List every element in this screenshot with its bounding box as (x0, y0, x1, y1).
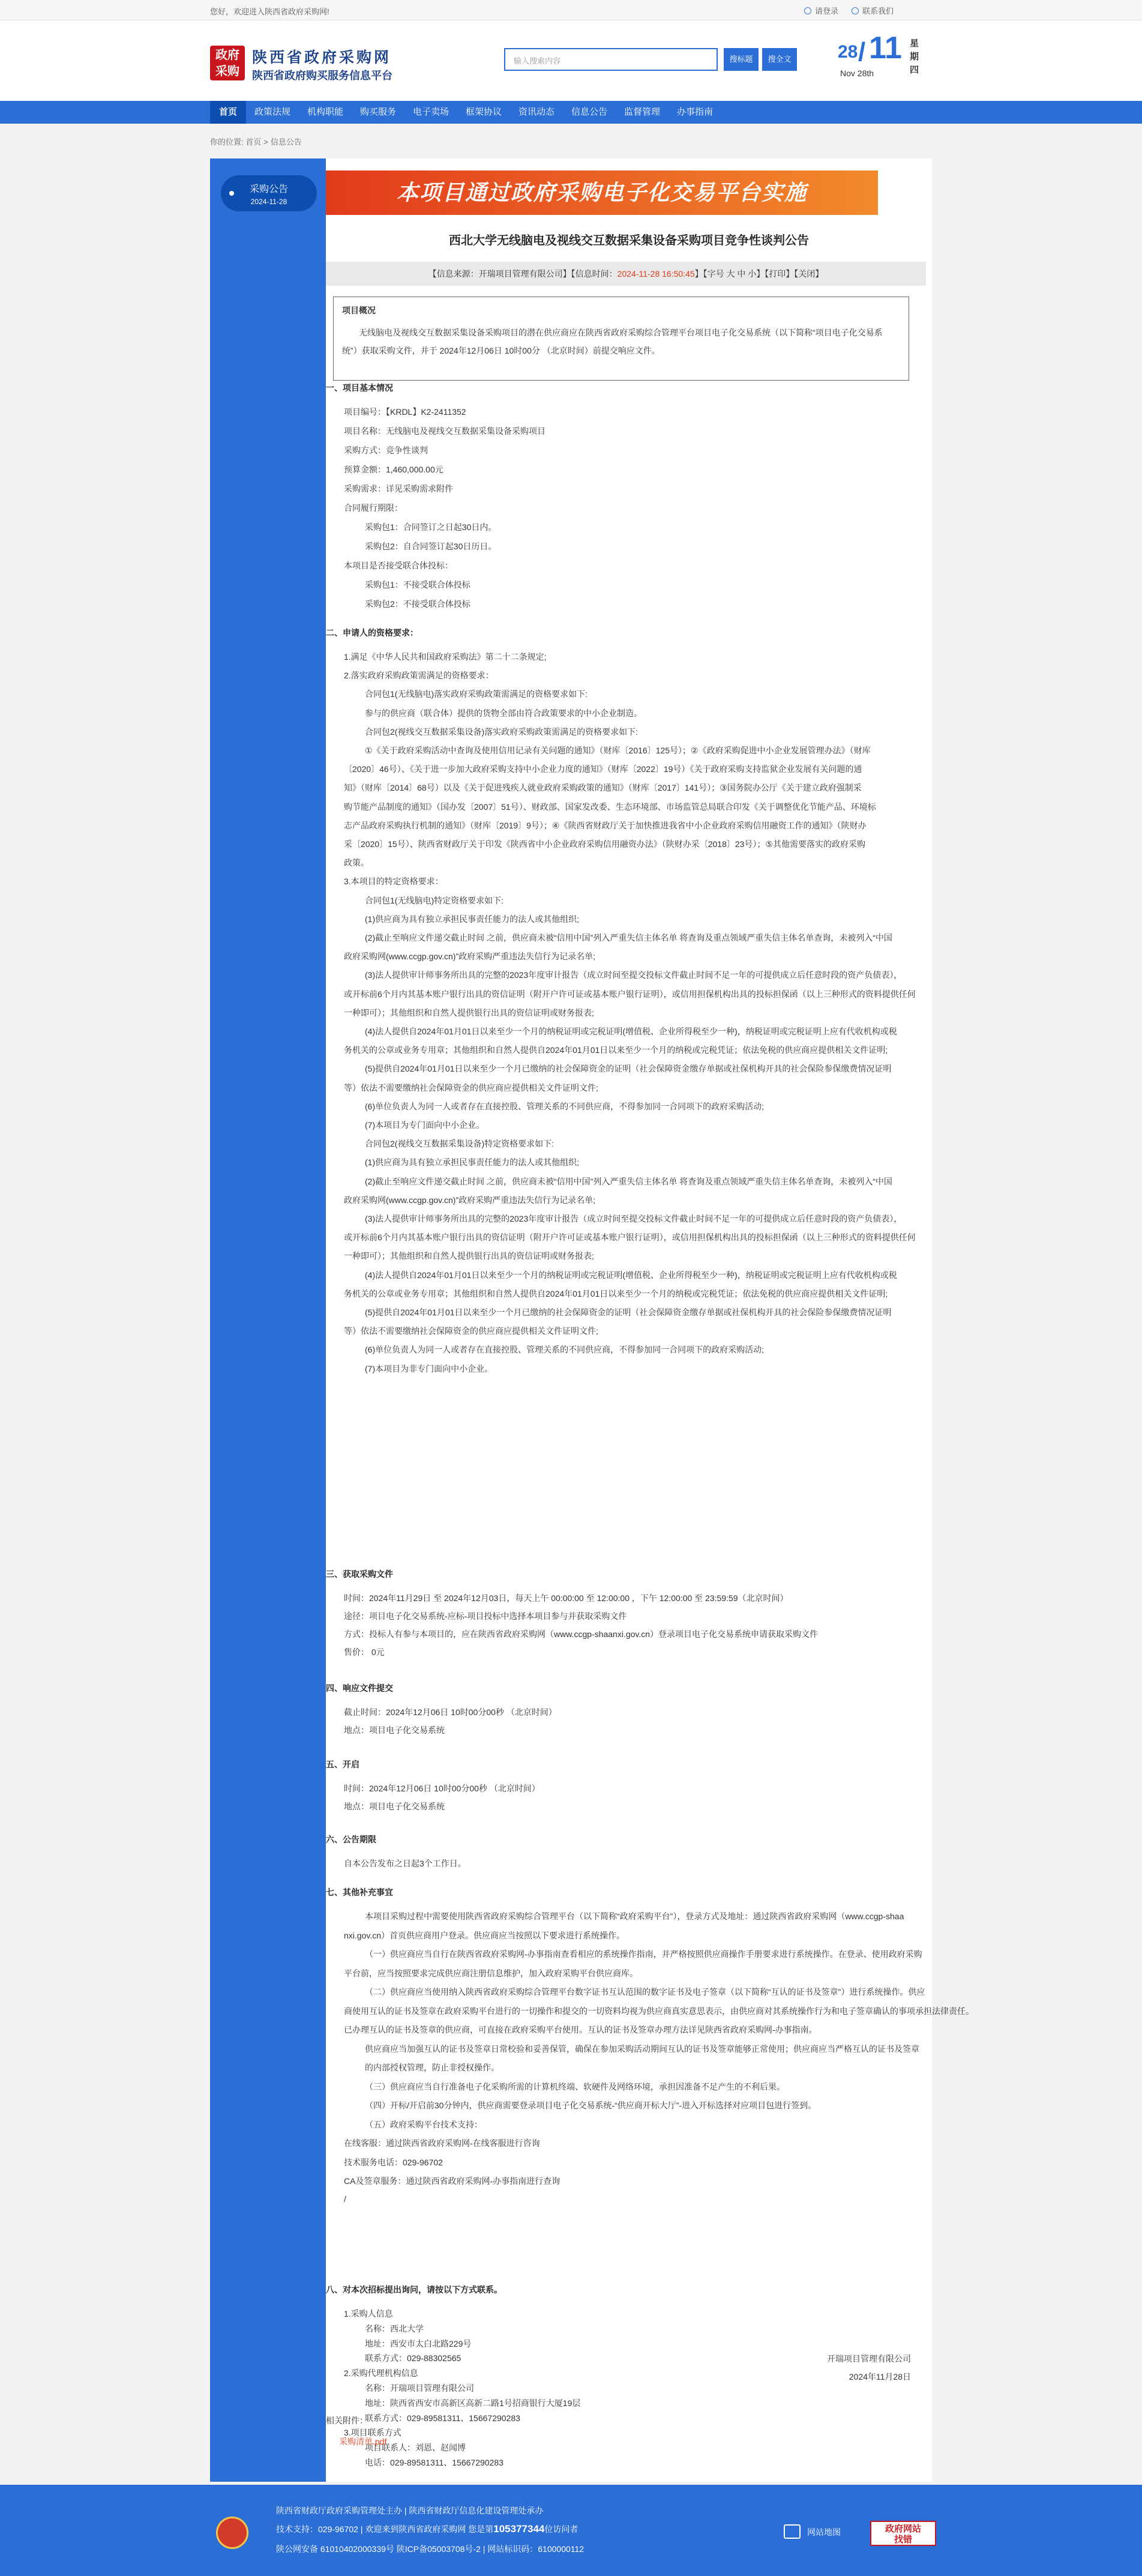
section-line: (4)法人提供自2024年01月01日以来至少一个月的纳税证明或完税证明(增值税、企业所得税至少一种)，纳税证明或完税证明上应有代收机构或税 (365, 1270, 897, 1280)
badge-line2: 找错 (894, 2535, 912, 2545)
section-line: 电话：029-89581311、15667290283 (365, 2458, 503, 2467)
section-line: 志产品政府采购执行机制的通知》（财库〔2019〕9号）；④《陕西省财政厅关于加快推进我省中小企业政府采购信用融资工作的通知》（陕财办 (344, 820, 867, 830)
section-line: 本项目采购过程中需要使用陕西省政府采购综合管理平台（以下简称“政府采购平台”），登录方式及地址：通过陕西省政府采购网（www.ccgp-shaa (365, 1911, 904, 1921)
section-line: 务机关的公章或业务专用章；其他组织和自然人提供自2024年01月01日以来至少一个月的纳税或完税凭证；依法免税的供应商应提供相关文件证明; (344, 1045, 888, 1055)
section-heading: 五、开启 (326, 1760, 359, 1769)
electronic-trading-banner: 本项目通过政府采购电子化交易平台实施 (326, 170, 878, 215)
section-s5 (326, 1758, 926, 1811)
site-title: 陕西省政府采购网 (252, 49, 392, 66)
section-heading: 八、对本次招标提出询问，请按以下方式联系。 (326, 2285, 502, 2294)
section-line: 的内部授权管理，防止非授权操作。 (365, 2063, 499, 2072)
section-line: （三）供应商应当自行准备电子化采购所需的计算机终端、软硬件及网络环境，承担因准备不足产生的不利后果。 (365, 2081, 785, 2092)
section-heading: 六、公告期限 (326, 1835, 376, 1844)
section-line: 售价： 0元 (344, 1647, 385, 1657)
section-line: 购节能产品制度的通知》（国办发〔2007〕51号）、财政部、国家发改委、生态环境部、市场监管总局联合印发《关于调整优化节能产品、环境标 (344, 801, 876, 812)
sidebar-item-procurement-notice[interactable] (221, 175, 317, 211)
section-line: 已办理互认的证书及签章的供应商，可直接在政府采购平台使用。互认的证书及签章办理方法详见陕西省政府采购网-办事指南。 (344, 2025, 817, 2035)
section-line: ①《关于政府采购活动中查询及使用信用记录有关问题的通知》（财库〔2016〕125号）；②《政府采购促进中小企业发展管理办法》（财库 (365, 746, 871, 755)
nav-item[interactable]: 政策法规 (254, 107, 290, 117)
section-line: 技术服务电话：029-96702 (344, 2157, 443, 2167)
section-line: 地址：西安市太白北路229号 (365, 2338, 472, 2348)
nav-item[interactable]: 监督管理 (624, 107, 660, 117)
section-s6 (326, 1833, 926, 1868)
signature-org: 开瑞项目管理有限公司 (827, 2354, 911, 2363)
project-overview-box (333, 297, 909, 381)
nav-item[interactable]: 资讯动态 (518, 107, 554, 117)
section-line: (7)本项目为专门面向中小企业。 (365, 1120, 485, 1130)
section-line: (3)法人提供审计师事务所出具的完整的2023年度审计报告（成立时间至提交投标文件截止时间不足一年的可提供成立后任意时段的资产负债表）， (365, 1214, 903, 1223)
breadcrumb (210, 136, 302, 147)
section-line: 联系方式：029-88302565 (365, 2353, 461, 2363)
section-heading: 一、项目基本情况 (326, 383, 393, 393)
section-line: 时间：2024年11月29日 至 2024年12月03日，每天上午 00:00:00 至 12:00:00 ，下午 12:00:00 至 23:59:59（北京时间） (344, 1593, 789, 1603)
overview-text (342, 324, 900, 360)
date-slash: / (858, 37, 866, 67)
section-line: (4)法人提供自2024年01月01日以来至少一个月的纳税证明或完税证明(增值税、企业所得税至少一种)，纳税证明或完税证明上应有代收机构或税 (365, 1027, 897, 1036)
footer-support-text: 技术支持：029-96702 | 欢迎来到陕西省政府采购网 您是第 (276, 2524, 494, 2534)
section-line: 方式：投标人有参与本项目的，应在陕西省政府采购网（www.ccgp-shaanxi.gov.cn）登录项目电子化交易系统申请获取采购文件 (344, 1629, 819, 1639)
section-line: 一种即可）；其他组织和自然人提供银行出具的资信证明或财务报表; (344, 1007, 594, 1018)
login-link[interactable] (804, 5, 838, 16)
section-line: 合同包1(无线脑电)落实政府采购政策需满足的资格要求如下: (365, 689, 588, 699)
section-line: (5)提供自2024年01月01日以来至少一个月已缴纳的社会保障资金的证明（社会保障资金缴存单据或社保机构开具的社会保险参保缴费情况证明 (365, 1064, 892, 1074)
article-content (326, 158, 974, 2482)
signature-date: 2024年11月28日 (849, 2372, 911, 2381)
weekday: 星期四 (910, 38, 919, 75)
visitor-count: 105377344 (493, 2523, 545, 2535)
section-line: (1)供应商为具有独立承担民事责任能力的法人或其他组织; (365, 914, 579, 924)
section-line: 地址：陕西省西安市高新区高新二路1号招商银行大厦19层 (365, 2398, 581, 2408)
section-line: 合同履行期限： (344, 503, 403, 513)
nav-item[interactable]: 电子卖场 (412, 107, 449, 117)
section-line: 平台前，应当按照要求完成供应商注册信息维护，加入政府采购平台供应商库。 (344, 1968, 638, 1978)
section-line: 采购方式：竞争性谈判 (344, 445, 428, 455)
section-line: (6)单位负责人为同一人或者存在直接控股、管理关系的不同供应商，不得参加同一合同项下的政府采购活动; (365, 1101, 764, 1111)
overview-heading: 项目概况 (342, 306, 376, 315)
section-heading: 三、获取采购文件 (326, 1569, 393, 1579)
section-line: 预算金额：1,460,000.00元 (344, 465, 443, 474)
section-line: 2.落实政府采购政策需满足的资格要求： (344, 671, 494, 681)
phone-icon (852, 7, 859, 14)
top-links (804, 5, 894, 16)
section-line: 等）依法不需要缴纳社会保障资金的供应商应提供相关文件证明文件; (344, 1082, 598, 1093)
bullet-icon (229, 191, 234, 196)
nav-item[interactable]: 框架协议 (465, 107, 502, 117)
contact-label: 联系我们 (862, 7, 894, 16)
section-line: 政策。 (344, 858, 369, 868)
party-emblem-icon (216, 2517, 248, 2549)
section-line: （一）供应商应当自行在陕西省政府采购网-办事指南查看相应的系统操作指南，并严格按照供应商操作手册要求进行系统操作。在登录、使用政府采购 (365, 1949, 922, 1959)
section-line: （五）政府采购平台技术支持： (365, 2119, 482, 2129)
section-line: 3.项目联系方式 (344, 2428, 401, 2438)
section-line: 在线客服：通过陕西省政府采购网-在线客服进行咨询 (344, 2138, 540, 2148)
section-line: 等）依法不需要缴纳社会保障资金的供应商应提供相关文件证明文件; (344, 1326, 598, 1336)
section-line: 地点：项目电子化交易系统 (344, 1802, 445, 1811)
section-line: 1.满足《中华人民共和国政府采购法》第二十二条规定; (344, 652, 547, 662)
attachment-label: 相关附件： (326, 2416, 368, 2425)
section-s3 (326, 1568, 926, 1657)
footer-record[interactable]: 陕公网安备 61010402000339号 陕ICP备05003708号-2 | 网站标识码：6100000112 (276, 2544, 585, 2554)
main-nav (0, 101, 1142, 124)
section-line: 或开标前6个月内其基本账户银行出具的资信证明（附开户许可证或基本账户银行证明），或信用担保机构出具的投标担保函（以上三种形式的资料提供任何 (344, 1232, 916, 1243)
section-line: 采〔2020〕15号）、陕西省财政厅关于印发《陕西省中小企业政府采购信用融资办法》（陕财办采〔2018〕23号）；⑤其他需要落实的政府采购 (344, 839, 865, 849)
footer (0, 2485, 1142, 2576)
section-line: 知》（财库〔2014〕68号）以及《关于促进残疾人就业政府采购政策的通知》（财库〔2017〕141号）；③国务院办公厅《关于建立政府强制采 (344, 783, 862, 793)
breadcrumb-current[interactable]: 信息公告 (270, 137, 302, 146)
sitemap-icon[interactable] (784, 2524, 801, 2539)
section-line: (1)供应商为具有独立承担民事责任能力的法人或其他组织; (365, 1157, 579, 1168)
section-line: 名称：西北大学 (365, 2323, 424, 2333)
section-line: 政府采购网(www.ccgp.gov.cn)”政府采购严重违法失信行为记录名单; (344, 1195, 595, 1205)
section-line: 一种即可）；其他组织和自然人提供银行出具的资信证明或财务报表; (344, 1251, 594, 1261)
section-line: (2)截止至响应文件递交截止时间 之前，供应商未被“信用中国”列入严重失信主体名单 将查询及重点领域严重失信主体名单查询，未被列入“中国 (365, 933, 892, 943)
gov-site-error-badge[interactable] (870, 2521, 936, 2546)
date-english: Nov 28th (840, 68, 874, 78)
section-line: 采购包2：不接受联合体投标 (365, 599, 470, 609)
section-line: 2.采购代理机构信息 (344, 2368, 418, 2378)
welcome-text: 您好，欢迎进入陕西省政府采购网! (210, 7, 329, 16)
section-line: 合同包2(视线交互数据采集设备)特定资格要求如下: (365, 1139, 554, 1149)
top-bar (0, 0, 1142, 20)
meta-source: 【信息来源：开瑞项目管理有限公司】【信息时间： (428, 269, 618, 279)
section-line: 项目名称：无线脑电及视线交互数据采集设备采购项目 (344, 426, 545, 436)
attachment-link[interactable]: 采购清单.pdf (339, 2437, 387, 2446)
section-s2 (326, 627, 926, 1374)
section-line: 名称：开瑞项目管理有限公司 (365, 2383, 474, 2393)
section-heading: 四、响应文件提交 (326, 1683, 393, 1693)
section-line: 途径：项目电子化交易系统-应标-项目投标中选择本项目参与并获取采购文件 (344, 1611, 627, 1621)
section-line: (2)截止至响应文件递交截止时间 之前，供应商未被“信用中国”列入严重失信主体名单 将查询及重点领域严重失信主体名单查询，未被列入“中国 (365, 1176, 892, 1186)
section-line: 务机关的公章或业务专用章；其他组织和自然人提供自2024年01月01日以来至少一个月的纳税或完税凭证；依法免税的供应商应提供相关文件证明; (344, 1288, 888, 1299)
login-label: 请登录 (815, 7, 839, 16)
section-line: 截止时间：2024年12月06日 10时00分00秒 （北京时间） (344, 1707, 557, 1717)
search-title-button[interactable]: 搜标题 (724, 48, 759, 71)
section-line: 合同包1(无线脑电)特定资格要求如下: (365, 895, 503, 905)
footer-sponsor: 陕西省财政厅政府采购管理处主办 | 陕西省财政厅信息化建设管理处承办 (276, 2506, 544, 2515)
nav-item[interactable]: 信息公告 (571, 107, 607, 117)
section-line: 1.采购人信息 (344, 2309, 393, 2318)
section-line: 供应商应当加强互认的证书及签章日常校验和妥善保管，确保在参加采购活动期间互认的证书及签章能够正常使用；供应商应当严格互认的证书及签章 (365, 2044, 919, 2054)
section-line: nxi.gov.cn）首页供应商用户登录。供应商应当按照以下要求进行系统操作。 (344, 1930, 625, 1940)
section-line: CA及签章服务：通过陕西省政府采购网-办事指南进行查询 (344, 2176, 560, 2186)
section-line: 商使用互认的证书及签章在政府采购平台进行的一切操作和提交的一切资料均视为供应商真实意思表示，由供应商对其系统操作行为和电子签章确认的事项承担法律责任。 (344, 2006, 974, 2016)
breadcrumb-label: 你的位置: (210, 137, 244, 146)
section-line: 或开标前6个月内其基本账户银行出具的资信证明（附开户许可证或基本账户银行证明），或信用担保机构出具的投标担保函（以上三种形式的资料提供任何 (344, 989, 916, 999)
section-line: 项目编号：【KRDL】K2-2411352 (344, 407, 466, 417)
section-line: 采购需求：详见采购需求附件 (344, 484, 453, 493)
section-line: 联系方式：029-89581311、15667290283 (365, 2413, 520, 2423)
search-fulltext-button[interactable]: 搜全文 (762, 48, 797, 71)
breadcrumb-home[interactable]: 首页 (245, 137, 262, 146)
section-line: 参与的供应商（联合体）提供的货物全部由符合政策要求的中小企业制造。 (365, 708, 642, 718)
article-title: 西北大学无线脑电及视线交互数据采集设备采购项目竞争性谈判公告 (449, 234, 809, 247)
section-line: 采购包1：合同签订之日起30日内。 (365, 522, 497, 532)
section-line: 合同包2(视线交互数据采集设备)落实政府采购政策需满足的资格要求如下: (365, 726, 638, 737)
logo-line1: 政府 (215, 49, 239, 62)
section-heading: 二、申请人的资格要求： (326, 628, 418, 638)
section-line: (6)单位负责人为同一人或者存在直接控股、管理关系的不同供应商，不得参加同一合同项下的政府采购活动; (365, 1345, 764, 1355)
sidebar (210, 158, 326, 2482)
sitemap-link[interactable]: 网站地图 (807, 2527, 841, 2537)
badge-line1: 政府网站 (885, 2524, 921, 2534)
section-line: 3.本项目的特定资格要求： (344, 876, 443, 887)
section-line: (7)本项目为非专门面向中小企业。 (365, 1363, 493, 1374)
search-input[interactable]: 输入搜索内容 (504, 48, 718, 71)
contact-link[interactable] (852, 5, 894, 16)
section-line: (3)法人提供审计师事务所出具的完整的2023年度审计报告（成立时间至提交投标文件截止时间不足一年的可提供成立后任意时段的资产负债表）， (365, 970, 903, 980)
article-meta (326, 262, 926, 286)
section-line: / (344, 2194, 346, 2204)
sidebar-item-date: 2024-11-28 (250, 198, 287, 206)
section-line: 本项目是否接受联合体投标： (344, 561, 453, 570)
site-subtitle: 陕西省政府购买服务信息平台 (252, 70, 392, 82)
section-line: 政府采购网(www.ccgp.gov.cn)”政府采购严重违法失信行为记录名单; (344, 952, 595, 962)
section-line: (5)提供自2024年01月01日以来至少一个月已缴纳的社会保障资金的证明（社会保障资金缴存单据或社保机构开具的社会保险参保缴费情况证明 (365, 1308, 892, 1317)
section-s4 (326, 1682, 926, 1735)
section-line: 〔2020〕46号）、《关于进一步加大政府采购支持中小企业力度的通知》（财库〔2022〕19号）《关于政府采购支持监狱企业发展有关问题的通 (344, 764, 862, 774)
section-line: （四）开标/开启前30分钟内，供应商需要登录项目电子化交易系统-“供应商开标大厅”-进入开标选择对应项目包进行签到。 (365, 2101, 817, 2110)
section-heading: 七、其他补充事宜 (326, 1887, 393, 1897)
section-line: 自本公告发布之日起3个工作日。 (344, 1859, 466, 1868)
footer-support (276, 2523, 578, 2535)
sidebar-item-label: 采购公告 (249, 184, 288, 195)
meta-time: 2024-11-28 16:50:45 (617, 269, 695, 279)
meta-tools[interactable]: 】【字号 大 中 小】【打印】【关闭】 (694, 269, 824, 279)
site-logo[interactable] (210, 46, 245, 80)
nav-item[interactable]: 机构职能 (307, 107, 343, 117)
nav-item[interactable]: 购买服务 (359, 107, 396, 117)
date-month: 28 (838, 42, 858, 62)
footer-visitor-suffix: 位访问者 (544, 2524, 579, 2534)
section-s1 (326, 382, 926, 609)
logo-line2: 采购 (215, 65, 239, 78)
section-line: 时间：2024年12月06日 10时00分00秒 （北京时间） (344, 1784, 540, 1793)
section-line: 地点：项目电子化交易系统 (344, 1725, 445, 1735)
nav-item[interactable]: 办事指南 (676, 107, 713, 117)
section-s7 (326, 1886, 974, 2204)
overview-line: 无线脑电及视线交互数据采集设备采购项目的潜在供应商应在陕西省政府采购综合管理平台项目电子化交易系统（以下简称“项目电子化交易系 (359, 328, 883, 337)
nav-item[interactable]: 首页 (210, 101, 246, 124)
user-icon (804, 7, 811, 14)
date-day: 11 (869, 31, 902, 65)
overview-line: 统”）获取采购文件，并于 2024年12月06日 10时00分 （北京时间）前提交响应文件。 (342, 346, 660, 355)
section-line: 采购包2：自合同签订起30日历日。 (365, 541, 497, 551)
section-line: （二）供应商应当使用纳入陕西省政府采购综合管理平台数字证书互认范围的数字证书及电子签章（以下简称“互认的证书及签章”）进行系统操作。供应 (365, 1987, 925, 1997)
section-line: 项目联系人：刘恩、赵闻博 (365, 2443, 466, 2453)
section-line: 采购包1：不接受联合体投标 (365, 580, 470, 590)
breadcrumb-separator: > (263, 137, 268, 146)
nav-items (210, 101, 721, 124)
